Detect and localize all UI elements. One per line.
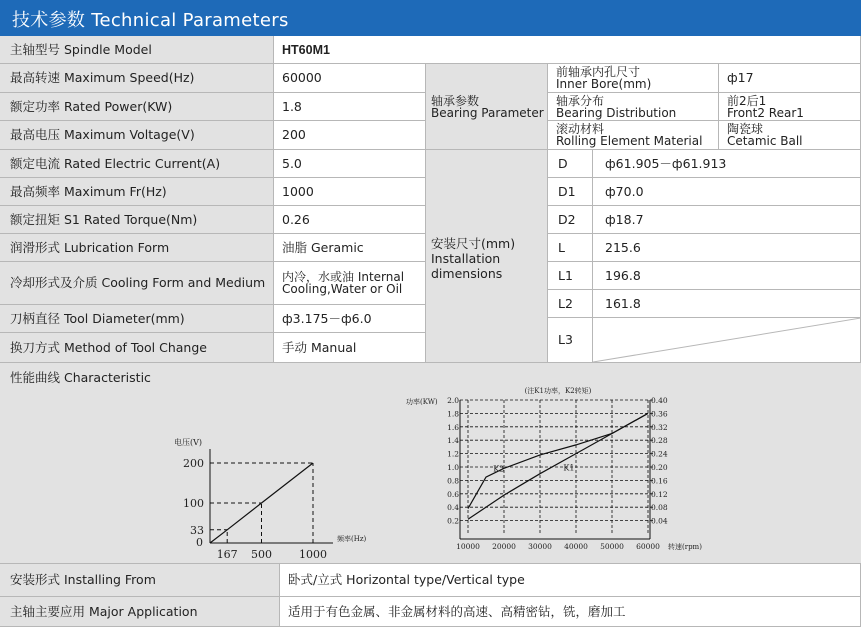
install-key: L3	[548, 318, 593, 363]
group-line: 安装尺寸(mm)	[431, 236, 516, 251]
bearing-value	[719, 93, 861, 121]
row-label: 安装形式 Installing From	[0, 564, 280, 597]
install-key: L2	[548, 290, 593, 318]
row-label: 冷却形式及介质 Cooling Form and Medium	[0, 262, 274, 305]
group-line: 轴承参数	[431, 93, 480, 108]
origin-label: 0	[196, 536, 203, 549]
x-tick-label: 10000	[456, 542, 480, 551]
group-line: Bearing Parameter	[431, 105, 544, 120]
value-line: 陶瓷球	[727, 122, 764, 136]
row-value: ф3.175－ф6.0	[274, 305, 426, 333]
y2-tick-label: 0.40	[651, 396, 668, 405]
install-value: ф18.7	[593, 206, 861, 234]
y-tick-label: 33	[190, 523, 204, 537]
y2-tick-label: 0.04	[651, 516, 668, 526]
diagonal-slash	[593, 318, 861, 363]
group-line: dimensions	[431, 266, 503, 281]
row-value: 手动 Manual	[274, 333, 426, 363]
y-tick-label: 0.2	[447, 516, 459, 526]
row-label: 最高电压 Maximum Voltage(V)	[0, 121, 274, 150]
y-tick-label: 1.0	[447, 463, 459, 472]
y-tick-label: 1.4	[447, 436, 459, 446]
row-value: 60000	[274, 64, 426, 93]
install-key: D	[548, 150, 593, 178]
y-tick-label: 100	[183, 497, 204, 510]
x-axis-label: 频率(Hz)	[337, 535, 367, 543]
series-label: K1	[563, 463, 575, 473]
row-value: 1000	[274, 178, 426, 206]
chart-note: (注K1功率，K2转矩)	[524, 387, 592, 395]
x-tick-label: 40000	[564, 542, 588, 551]
row-label: 主轴型号 Spindle Model	[0, 36, 274, 64]
row-value: 油脂 Geramic	[274, 234, 426, 262]
install-value: 161.8	[593, 290, 861, 318]
value-line: Cetamic Ball	[727, 134, 803, 148]
bearing-key	[548, 121, 719, 150]
row-value	[274, 262, 426, 305]
x-tick-label: 60000	[636, 542, 660, 551]
row-label: 刀柄直径 Tool Diameter(mm)	[0, 305, 274, 333]
header-bar	[0, 0, 861, 36]
row-label: 主轴主要应用 Major Application	[0, 597, 280, 627]
value-line: 内冷，水或油 Internal	[282, 270, 405, 284]
key-line: Inner Bore(mm)	[556, 77, 652, 91]
row-value: 5.0	[274, 150, 426, 178]
y-tick-label: 1.6	[447, 422, 459, 432]
row-value: 卧式/立式 Horizontal type/Vertical type	[280, 564, 861, 597]
page-title: 技术参数 Technical Parameters	[12, 10, 289, 31]
install-value: 215.6	[593, 234, 861, 262]
characteristic-section	[0, 363, 861, 564]
value-line: Cooling,Water or Oil	[282, 282, 403, 296]
group-line: Installation	[431, 251, 501, 266]
row-value: 1.8	[274, 93, 426, 121]
install-key: D2	[548, 206, 593, 234]
bearing-value: ф17	[719, 64, 861, 93]
x-tick-label: 167	[216, 548, 238, 561]
bearing-key	[548, 64, 719, 93]
row-value: 适用于有色金属、非金属材料的高速、高精密钻，铣，磨加工	[280, 597, 861, 627]
y2-tick-label: 0.36	[651, 409, 668, 419]
value-line: Front2 Rear1	[727, 105, 804, 120]
y-tick-label: 1.2	[447, 449, 459, 459]
row-label: 换刀方式 Method of Tool Change	[0, 333, 274, 363]
install-key: D1	[548, 178, 593, 206]
x-tick-label: 50000	[600, 542, 624, 551]
key-line: Rolling Element Material	[556, 134, 703, 148]
x-tick-label: 30000	[528, 542, 552, 551]
install-key: L1	[548, 262, 593, 290]
y2-tick-label: 0.32	[651, 422, 668, 432]
bearing-value	[719, 121, 861, 150]
y2-tick-label: 0.20	[651, 463, 668, 472]
y2-tick-label: 0.28	[651, 436, 668, 446]
install-key: L	[548, 234, 593, 262]
section-title: 性能曲线 Characteristic	[10, 370, 151, 385]
install-value: ф61.905－ф61.913	[593, 150, 861, 178]
x-tick-label: 20000	[492, 542, 516, 551]
y-tick-label: 2.0	[447, 396, 459, 405]
install-value: 196.8	[593, 262, 861, 290]
series-label: K2	[493, 464, 505, 474]
key-line: 轴承分布	[556, 93, 605, 108]
bearing-group-label	[426, 64, 548, 150]
row-value: 0.26	[274, 206, 426, 234]
key-line: 滚动材料	[556, 122, 605, 136]
x-tick-label: 500	[251, 548, 272, 561]
row-label: 最高转速 Maximum Speed(Hz)	[0, 64, 274, 93]
value-line: 前2后1	[727, 93, 767, 108]
key-line: Bearing Distribution	[556, 105, 677, 120]
key-line: 前轴承内孔尺寸	[556, 65, 641, 79]
row-value: 200	[274, 121, 426, 150]
y2-tick-label: 0.12	[651, 489, 668, 499]
y-tick-label: 1.8	[447, 409, 459, 419]
bearing-key	[548, 93, 719, 121]
row-label: 额定扭矩 S1 Rated Torque(Nm)	[0, 206, 274, 234]
y-axis-label: 功率(KW)	[406, 398, 438, 406]
y2-tick-label: 0.08	[651, 503, 668, 513]
row-label: 最高频率 Maximum Fr(Hz)	[0, 178, 274, 206]
install-value-empty	[593, 318, 861, 363]
row-label: 额定电流 Rated Electric Current(A)	[0, 150, 274, 178]
install-value: ф70.0	[593, 178, 861, 206]
row-label: 润滑形式 Lubrication Form	[0, 234, 274, 262]
y2-tick-label: 0.24	[651, 449, 668, 459]
y-axis-label: 电压(V)	[174, 438, 203, 447]
y-tick-label: 0.6	[447, 489, 459, 499]
install-group-label	[426, 150, 548, 363]
y-tick-label: 200	[183, 457, 204, 470]
y2-tick-label: 0.16	[651, 476, 668, 486]
row-label: 额定功率 Rated Power(KW)	[0, 93, 274, 121]
y-tick-label: 0.8	[447, 476, 459, 486]
y-tick-label: 0.4	[447, 503, 459, 513]
x-axis-label: 转速(rpm)	[668, 543, 702, 551]
row-value: HT60M1	[274, 36, 861, 64]
x-tick-label: 1000	[299, 548, 327, 561]
series-line-k2	[468, 413, 648, 508]
voltage-frequency-chart	[0, 363, 861, 564]
